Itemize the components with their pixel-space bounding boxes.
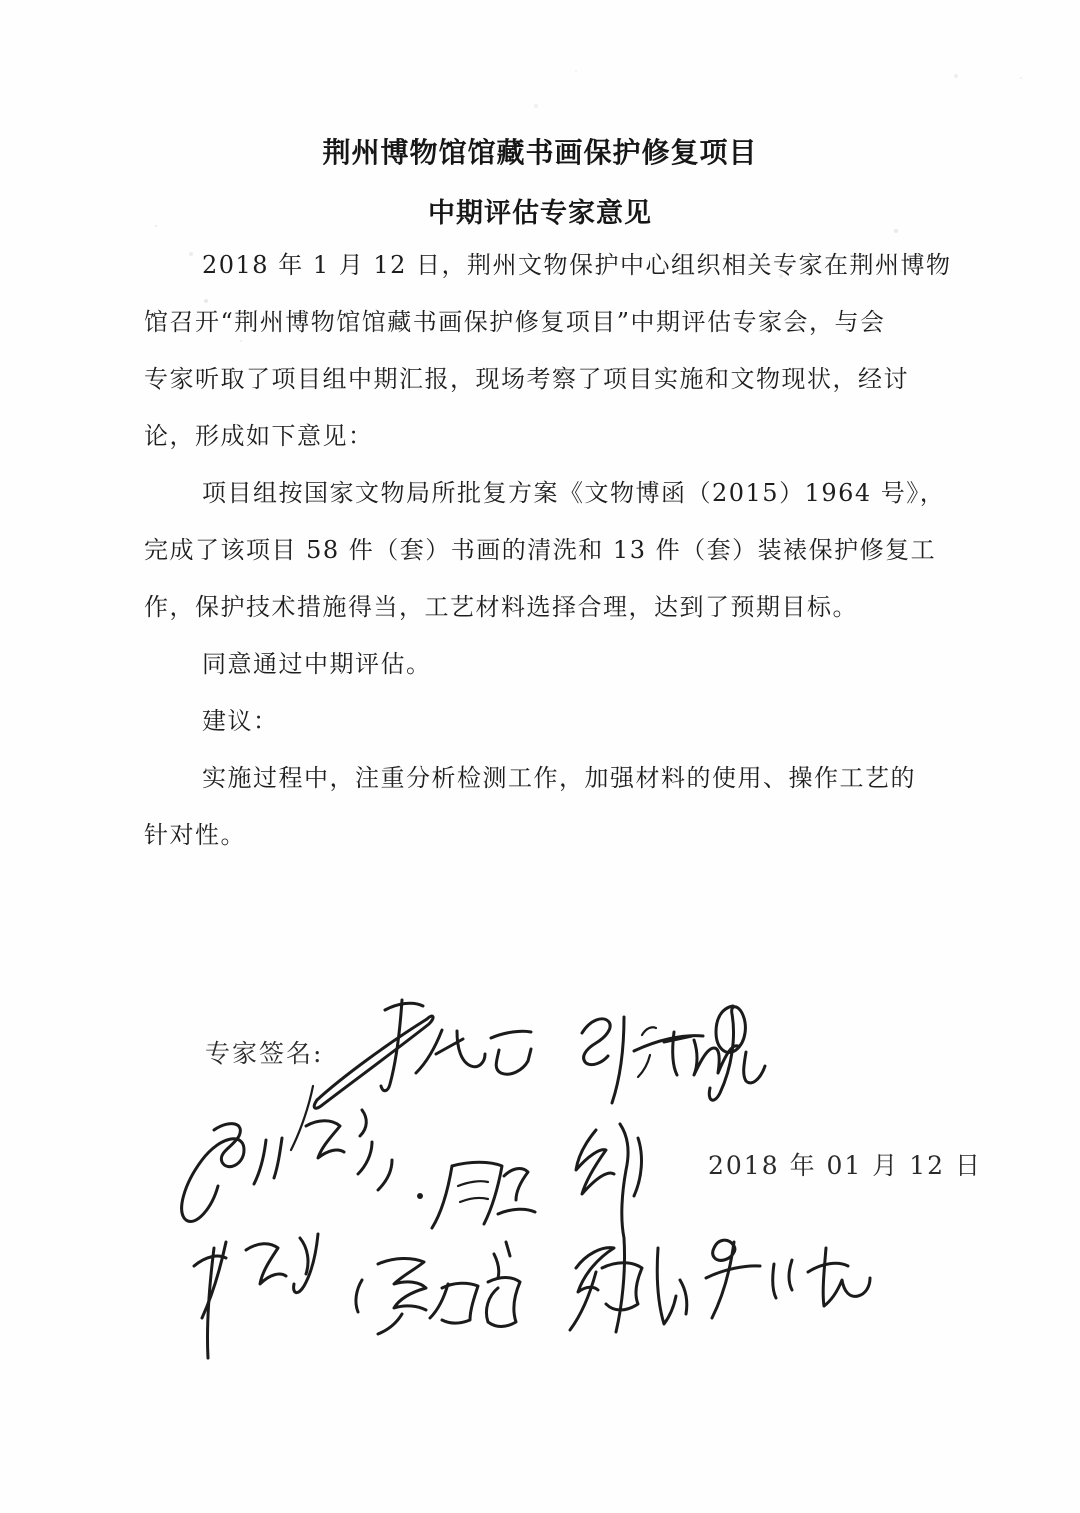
expert-signature-label: 专家签名: (205, 1039, 324, 1068)
signature-1 (314, 1000, 531, 1108)
body-line: 作，保护技术措施得当，工艺材料选择合理，达到了预期目标。 (144, 593, 858, 621)
body-line: 项目组按国家文物局所批复方案《文物博函（2015）1964 号》， (202, 479, 946, 507)
ink-dot (417, 1193, 423, 1199)
signature-9 (706, 1240, 870, 1318)
body-line: 建议： (202, 707, 279, 735)
signature-2 (582, 1006, 765, 1103)
signature-8 (570, 1248, 687, 1330)
body-line: 实施过程中，注重分析检测工作，加强材料的使用、操作工艺的 (202, 764, 916, 792)
signature-7 (356, 1242, 520, 1334)
body-line: 针对性。 (144, 821, 246, 849)
signature-6 (194, 1234, 318, 1358)
signature-stray-stroke (291, 1086, 313, 1150)
document-title: 荆州博物馆馆藏书画保护修复项目 (322, 136, 758, 169)
body-line: 馆召开“荆州博物馆馆藏书画保护修复项目”中期评估专家会，与会 (144, 308, 886, 336)
document-subtitle: 中期评估专家意见 (428, 198, 652, 229)
handwritten-signatures-image (150, 980, 950, 1400)
body-line: 同意通过中期评估。 (202, 650, 432, 678)
body-line: 2018 年 1 月 12 日，荆州文物保护中心组织相关专家在荆州博物 (202, 251, 952, 279)
body-line: 论，形成如下意见： (144, 422, 374, 450)
signature-4 (432, 1162, 535, 1228)
signature-3 (182, 1110, 392, 1221)
body-line: 专家听取了项目组中期汇报，现场考察了项目实施和文物现状，经讨 (144, 365, 909, 393)
body-line: 完成了该项目 58 件（套）书画的清洗和 13 件（套）装裱保护修复工 (144, 536, 937, 564)
document-body (144, 237, 952, 864)
signature-date: 2018 年 01 月 12 日 (708, 1151, 982, 1180)
